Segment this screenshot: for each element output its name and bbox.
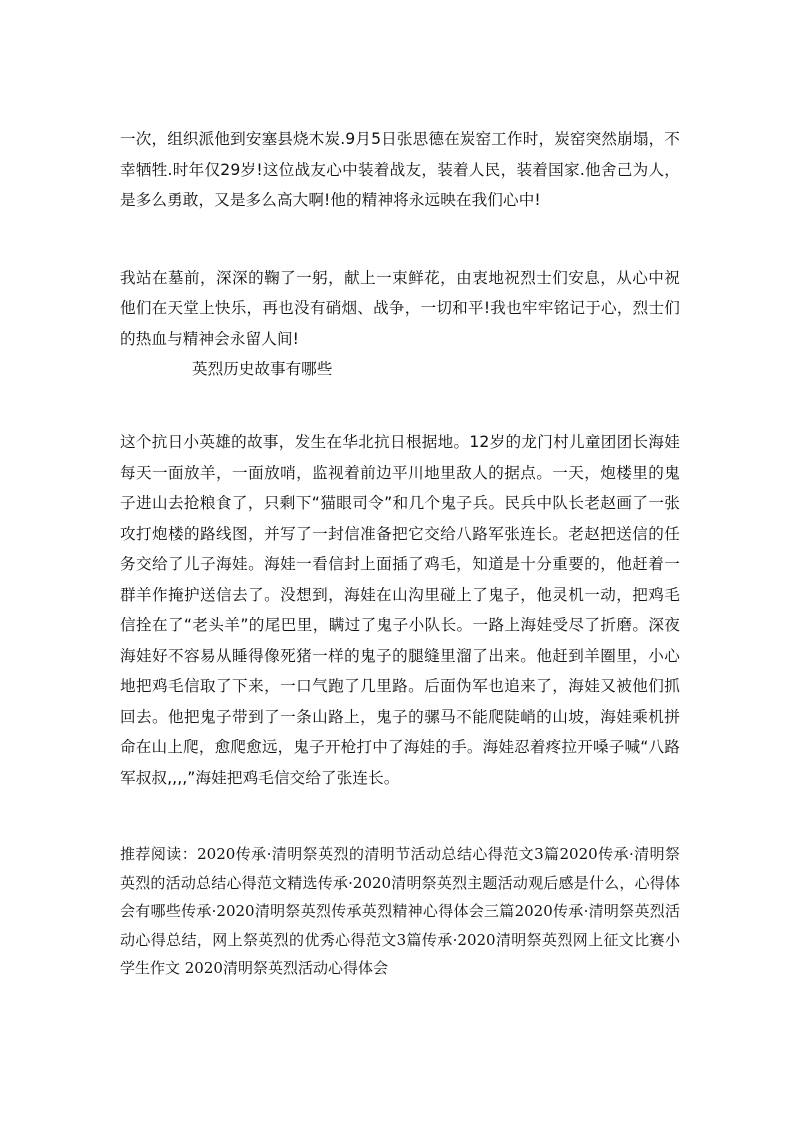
paragraph-gap (120, 384, 680, 427)
paragraph-gap (120, 216, 680, 263)
paragraph-tomb-visit: 我站在墓前，深深的鞠了一躬，献上一束鲜花，由衷地祝烈士们安息，从心中祝他们在天堂上快乐，再也没有硝烟、战争，一切和平!我也牢牢铭记于心，烈士们的热血与精神会永留人间! (120, 268, 680, 348)
recommended-reading: 推荐阅读：2020传承·清明祭英烈的清明节活动总结心得范文3篇2020传承·清明祭英烈的活动总结心得范文精选传承·2020清明祭英烈主题活动观后感是什么，心得体会有哪些传承·2020清明祭英烈传承英烈精神心得体会三篇2020传承·清明祭英烈活动心得总结，网上祭英烈的优秀心得范文3篇传承·2020清明祭英烈网上征文比赛小学生作文 2020清明祭英烈活动心得体会 (120, 845, 680, 978)
paragraph-gap (120, 793, 680, 840)
paragraph-haiwa-story: 这个抗日小英雄的故事，发生在华北抗日根据地。12岁的龙门村儿童团团长海娃每天一面放羊，一面放哨，监视着前边平川地里敌人的据点。一天，炮楼里的鬼子进山去抢粮食了，只剩下“猫眼司令”和几个鬼子兵。民兵中队长老赵画了一张攻打炮楼的路线图，并写了一封信准备把它交给八路军张连长。老赵把送信的任务交给了儿子海娃。海娃一看信封上面插了鸡毛，知道是十分重要的，他赶着一群羊作掩护送信去了。没想到，海娃在山沟里碰上了鬼子，他灵机一动，把鸡毛信拴在了“老头羊”的尾巴里，瞒过了鬼子小队长。一路上海娃受尽了折磨。深夜海娃好不容易从睡得像死猪一样的鬼子的腿缝里溜了出来。他赶到羊圈里，小心地把鸡毛信取了下来，一口气跑了几里路。后面伪军也追来了，海娃又被他们抓回去。他把鬼子带到了一条山路上，鬼子的骡马不能爬陡峭的山坡，海娃乘机拼命在山上爬，愈爬愈远，鬼子开枪打中了海娃的手。海娃忍着疼拉开嗓子喊“八路军叔叔,,,,”海娃把鸡毛信交给了张连长。 (120, 433, 680, 787)
document-content (120, 124, 680, 983)
section-heading: 英烈历史故事有哪些 (192, 360, 333, 378)
paragraph-zhang-side-story: 一次，组织派他到安塞县烧木炭.9月5日张思德在炭窑工作时，炭窑突然崩塌，不幸牺牲.时年仅29岁!这位战友心中装着战友，装着人民，装着国家.他舍己为人，是多么勇敢，又是多么高大啊!他的精神将永远映在我们心中! (120, 130, 680, 209)
